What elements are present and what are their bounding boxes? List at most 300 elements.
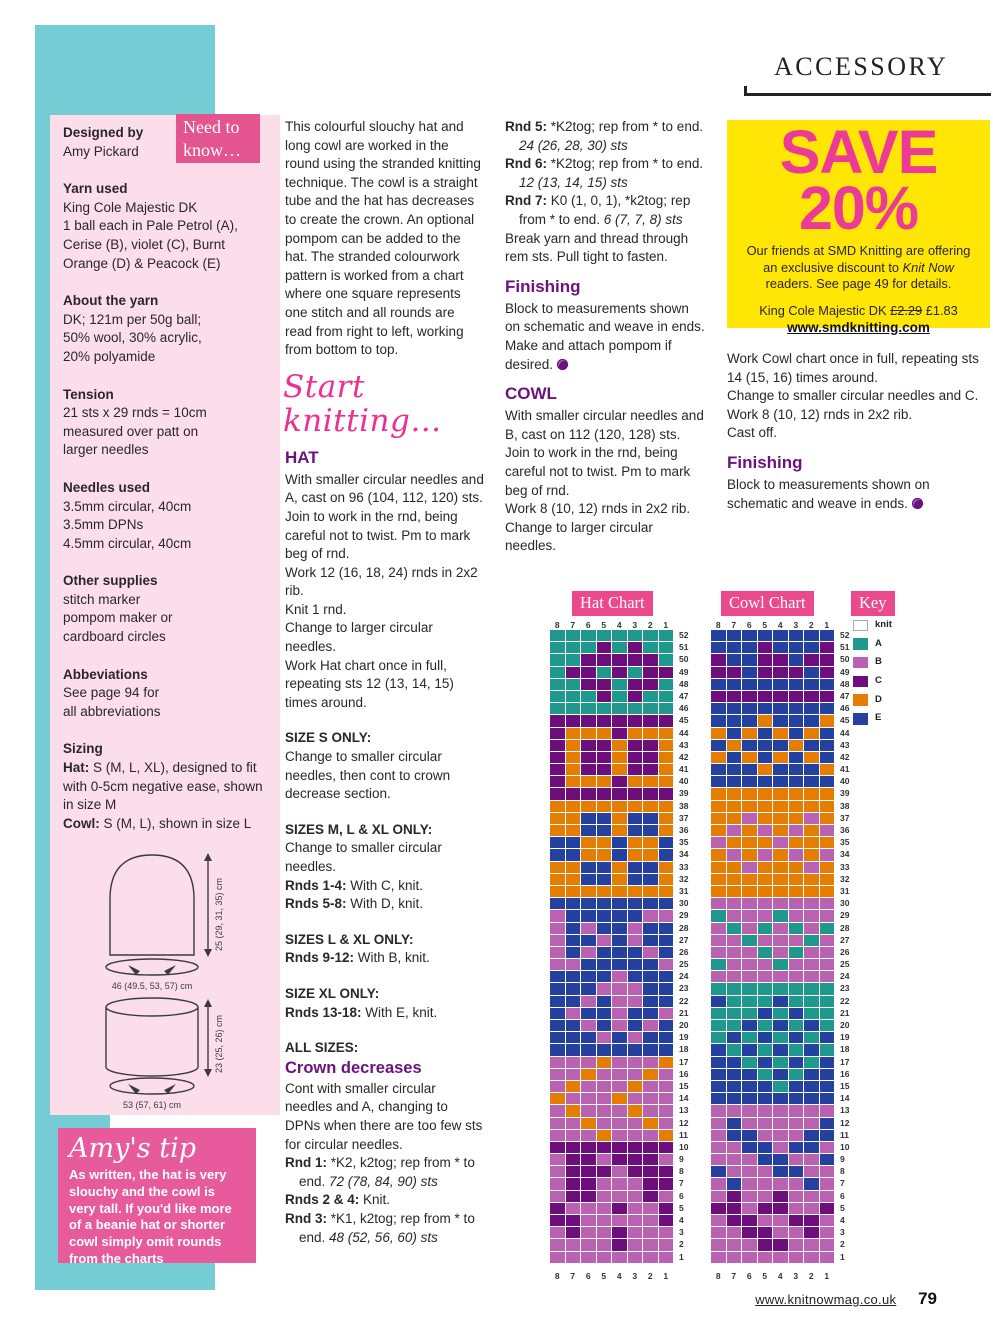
chart-column-number: 7 (731, 1271, 737, 1281)
chart-cell-E (581, 1032, 596, 1043)
chart-cell-B (789, 1178, 804, 1189)
chart-cell-A (628, 630, 643, 641)
sidebar-section-heading: Yarn used (63, 181, 128, 197)
chart-row-number: 6 (679, 1190, 684, 1201)
chart-cell-C (612, 728, 627, 739)
chart-cell-D (643, 886, 658, 897)
chart-cell-C (612, 1142, 627, 1153)
chart-cell-E (597, 813, 612, 824)
tip-heading: Amy's tip (69, 1133, 196, 1164)
chart-cell-E (711, 1081, 726, 1092)
header-rule (744, 93, 991, 96)
chart-cell-C (581, 740, 596, 751)
chart-cell-E (659, 983, 674, 994)
chart-column-number: 3 (632, 620, 638, 630)
chart-cell-A (742, 935, 757, 946)
chart-cell-C (643, 1142, 658, 1153)
chart-row-number: 29 (840, 910, 850, 921)
chart-cell-B (773, 1105, 788, 1116)
chart-row-number: 38 (840, 800, 850, 811)
sidebar-section-line: larger needles (63, 442, 149, 458)
chart-cell-A (727, 923, 742, 934)
chart-cell-C (597, 679, 612, 690)
chart-cell-A (566, 691, 581, 702)
chart-cell-E (773, 642, 788, 653)
chart-cell-C (773, 691, 788, 702)
chart-cell-E (727, 642, 742, 653)
chart-cell-B (804, 947, 819, 958)
chart-cell-E (742, 764, 757, 775)
instruction-line (285, 657, 484, 713)
chart-cell-A (727, 996, 742, 1007)
chart-cell-B (742, 813, 757, 824)
chart-row-number: 18 (840, 1044, 850, 1055)
chart-row-number: 26 (679, 946, 689, 957)
chart-cell-D (628, 776, 643, 787)
text-run: 72 (78, 84, 90) sts (329, 1173, 438, 1189)
chart-row-number: 34 (679, 849, 689, 860)
chart-row-number: 48 (840, 678, 850, 689)
chart-cell-A (773, 983, 788, 994)
chart-cell-E (597, 996, 612, 1007)
chart-row-number: 5 (679, 1202, 684, 1213)
chart-cell-B (581, 1020, 596, 1031)
chart-cell-D (789, 874, 804, 885)
chart-cell-C (789, 691, 804, 702)
subhead-text: ALL SIZES: (285, 1040, 359, 1056)
chart-cell-A (742, 1032, 757, 1043)
chart-cell-B (727, 959, 742, 970)
chart-cell-D (550, 813, 565, 824)
chart-cell-D (612, 886, 627, 897)
chart-cell-E (789, 679, 804, 690)
chart-row-number: 32 (679, 873, 689, 884)
chart-row-number: 8 (679, 1166, 684, 1177)
sidebar-section-line: cardboard circles (63, 629, 166, 645)
chart-cell-A (659, 654, 674, 665)
need-to-know-tag: Need to know… (176, 114, 260, 163)
chart-cell-E (643, 935, 658, 946)
chart-cell-B (727, 1239, 742, 1250)
chart-cell-A (727, 1044, 742, 1055)
chart-cell-D (727, 886, 742, 897)
chart-cell-B (581, 996, 596, 1007)
chart-cell-E (711, 715, 726, 726)
chart-cell-D (581, 801, 596, 812)
chart-cell-E (820, 630, 835, 641)
chart-cell-B (742, 1239, 757, 1250)
chart-cell-C (742, 691, 757, 702)
chart-cell-B (597, 1118, 612, 1129)
instruction-line (727, 350, 990, 387)
chart-cell-B (727, 1105, 742, 1116)
chart-cell-C (597, 788, 612, 799)
chart-cell-C (773, 654, 788, 665)
instruction-lines (285, 839, 484, 913)
key-entry (853, 709, 892, 728)
chart-cell-E (758, 1057, 773, 1068)
chart-row-number: 28 (840, 922, 850, 933)
chart-row-number: 15 (840, 1080, 850, 1091)
chart-cell-B (612, 971, 627, 982)
chart-cell-E (789, 642, 804, 653)
chart-cell-C (758, 1239, 773, 1250)
chart-cell-A (727, 1020, 742, 1031)
key-swatch-B (853, 657, 868, 669)
instruction-line (285, 1210, 484, 1247)
chart-cell-E (581, 874, 596, 885)
chart-cell-E (789, 1081, 804, 1092)
chart-cell-E (727, 764, 742, 775)
chart-cell-B (711, 1252, 726, 1263)
chart-cell-C (581, 1191, 596, 1202)
chart-cell-D (820, 874, 835, 885)
chart-cell-E (789, 654, 804, 665)
sidebar-section-heading: Abbeviations (63, 666, 148, 682)
chart-cell-C (628, 1166, 643, 1177)
chart-cell-D (550, 862, 565, 873)
chart-key (853, 616, 892, 728)
chart-cell-D (643, 837, 658, 848)
chart-cell-B (581, 1081, 596, 1092)
chart-cell-B (789, 1154, 804, 1165)
chart-row-number: 44 (840, 727, 850, 738)
chart-cell-C (581, 1154, 596, 1165)
instruction-line (505, 230, 706, 267)
chart-cell-B (628, 1227, 643, 1238)
chart-cell-C (659, 1178, 674, 1189)
text-run: *K2, k2tog; rep from * to end. (299, 1155, 475, 1189)
chart-cell-B (804, 971, 819, 982)
chart-cell-B (643, 1093, 658, 1104)
chart-row-number: 37 (679, 812, 689, 823)
chart-column-number: 6 (585, 620, 591, 630)
text-run: Cowl: (63, 815, 104, 831)
chart-cell-B (804, 1105, 819, 1116)
instruction-line (727, 387, 990, 406)
text-run: Work Cowl chart once in full, repeating sts 14 (15, 16) times around. (727, 351, 979, 385)
chart-cell-B (711, 1142, 726, 1153)
instruction-lines (727, 350, 990, 443)
chart-cell-B (597, 1227, 612, 1238)
chart-cell-D (566, 1081, 581, 1092)
chart-cell-E (773, 776, 788, 787)
chart-column-number: 1 (663, 1271, 669, 1281)
chart-cell-B (820, 1252, 835, 1263)
chart-cell-E (742, 667, 757, 678)
text-run: *K1, k2tog; rep from * to end. (299, 1210, 475, 1245)
chart-cell-C (628, 642, 643, 653)
text-run: Cast off. (727, 425, 778, 441)
chart-cell-C (643, 654, 658, 665)
chart-cell-B (628, 1069, 643, 1080)
chart-cell-E (820, 1130, 835, 1141)
chart-cell-E (566, 935, 581, 946)
chart-row-number: 23 (840, 983, 850, 994)
chart-cell-D (612, 740, 627, 751)
chart-cell-C (628, 1142, 643, 1153)
chart-cell-C (643, 1178, 658, 1189)
chart-cell-E (727, 1057, 742, 1068)
text-run: Knit 1 rnd. (285, 601, 347, 617)
instruction-lines (505, 407, 706, 556)
chart-cell-B (711, 971, 726, 982)
chart-cell-E (643, 862, 658, 873)
chart-cell-E (804, 630, 819, 641)
chart-cell-B (789, 1118, 804, 1129)
instruction-line (285, 1154, 484, 1191)
chart-column-number: 2 (647, 1271, 653, 1281)
chart-cell-E (612, 1032, 627, 1043)
chart-cell-D (643, 728, 658, 739)
chart-cell-C (550, 740, 565, 751)
chart-cell-C (597, 642, 612, 653)
chart-row-number: 51 (679, 642, 689, 653)
chart-cell-E (820, 740, 835, 751)
chart-cell-D (804, 752, 819, 763)
chart-cell-E (711, 776, 726, 787)
chart-cell-E (804, 1093, 819, 1104)
chart-cell-E (628, 947, 643, 958)
key-swatch-label: B (875, 656, 882, 668)
chart-cell-B (628, 1032, 643, 1043)
chart-cell-E (820, 1032, 835, 1043)
cowl-chart-column-numbers-bottom (711, 1267, 834, 1286)
chart-cell-A (742, 1057, 757, 1068)
text-run: Change to larger circular needles. (285, 620, 433, 655)
chart-cell-A (820, 923, 835, 934)
schematic-diagram (100, 851, 280, 1113)
chart-cell-D (612, 1093, 627, 1104)
text-run: Rnd 3: (285, 1210, 327, 1226)
chart-cell-E (566, 1044, 581, 1055)
chart-cell-E (628, 862, 643, 873)
chart-cell-B (659, 910, 674, 921)
sidebar-section (63, 666, 268, 722)
chart-cell-E (566, 849, 581, 860)
save-20-promo-box (727, 118, 990, 335)
chart-cell-E (804, 1178, 819, 1189)
chart-cell-B (742, 910, 757, 921)
chart-cell-D (773, 752, 788, 763)
chart-cell-D (550, 874, 565, 885)
chart-cell-E (659, 971, 674, 982)
chart-cell-A (758, 1044, 773, 1055)
chart-cell-D (581, 776, 596, 787)
chart-cell-E (727, 715, 742, 726)
designed-by-label: Designed by (63, 125, 144, 140)
chart-cell-D (820, 715, 835, 726)
chart-row-number: 16 (679, 1068, 689, 1079)
sidebar-section-line: pompom maker or (63, 610, 173, 626)
chart-row-number: 32 (840, 873, 850, 884)
chart-row-number: 30 (840, 898, 850, 909)
chart-cell-D (581, 728, 596, 739)
chart-cell-D (758, 813, 773, 824)
chart-cell-B (550, 1239, 565, 1250)
chart-cell-B (612, 1166, 627, 1177)
chart-cell-D (804, 825, 819, 836)
chart-cell-A (659, 679, 674, 690)
text-run: Rnds 9-12: (285, 950, 355, 966)
chart-cell-A (550, 654, 565, 665)
chart-cell-E (628, 910, 643, 921)
chart-cell-B (804, 1252, 819, 1263)
chart-cell-E (742, 1130, 757, 1141)
chart-cell-D (727, 788, 742, 799)
chart-cell-E (628, 959, 643, 970)
text-run: 6 (7, 7, 8) sts (603, 211, 683, 227)
chart-row-number: 1 (679, 1251, 684, 1262)
chart-cell-C (581, 1178, 596, 1189)
chart-cell-A (612, 630, 627, 641)
chart-cell-C (820, 654, 835, 665)
chart-cell-E (773, 703, 788, 714)
chart-cell-B (628, 996, 643, 1007)
chart-cell-E (742, 1093, 757, 1104)
chart-cell-C (758, 1227, 773, 1238)
chart-cell-B (612, 1081, 627, 1092)
chart-cell-B (643, 1020, 658, 1031)
chart-cell-D (643, 1118, 658, 1129)
chart-column-number: 5 (601, 1271, 607, 1281)
chart-row-number: 7 (840, 1178, 845, 1189)
chart-cell-D (742, 801, 757, 812)
chart-cell-E (643, 923, 658, 934)
chart-cell-E (727, 1032, 742, 1043)
chart-row-number: 16 (840, 1068, 850, 1079)
chart-cell-D (597, 849, 612, 860)
chart-cell-C (566, 1154, 581, 1165)
chart-cell-B (581, 947, 596, 958)
chart-cell-E (804, 1142, 819, 1153)
chart-cell-D (727, 837, 742, 848)
chart-cell-C (550, 728, 565, 739)
chart-cell-B (628, 1093, 643, 1104)
chart-cell-B (597, 1032, 612, 1043)
chart-cell-E (628, 874, 643, 885)
chart-row-number: 25 (840, 959, 850, 970)
chart-cell-D (773, 862, 788, 873)
text-run: 24 (26, 28, 30) sts (519, 137, 628, 153)
chart-cell-A (711, 1020, 726, 1031)
chart-cell-B (742, 923, 757, 934)
chart-cell-C (581, 667, 596, 678)
chart-row-number: 49 (679, 666, 689, 677)
instruction-line (285, 895, 484, 914)
chart-cell-D (659, 740, 674, 751)
chart-row-number: 41 (679, 764, 689, 775)
chart-cell-B (711, 1154, 726, 1165)
chart-cell-B (628, 1057, 643, 1068)
chart-cell-C (612, 667, 627, 678)
text-run: With B, knit. (354, 950, 430, 966)
chart-cell-A (628, 703, 643, 714)
chart-cell-E (550, 898, 565, 909)
chart-cell-B (550, 1105, 565, 1116)
chart-cell-B (758, 825, 773, 836)
page-footer (755, 1290, 937, 1310)
chart-cell-E (566, 996, 581, 1007)
chart-cell-B (727, 971, 742, 982)
chart-cell-B (804, 813, 819, 824)
chart-cell-D (711, 862, 726, 873)
chart-cell-B (804, 1118, 819, 1129)
chart-cell-B (789, 849, 804, 860)
chart-cell-B (773, 837, 788, 848)
promo-link[interactable]: www.smdknitting.com (787, 319, 930, 335)
chart-cell-D (566, 801, 581, 812)
chart-cell-E (804, 703, 819, 714)
chart-cell-E (789, 764, 804, 775)
chart-cell-B (742, 898, 757, 909)
chart-cell-C (659, 1166, 674, 1177)
footer-url[interactable]: www.knitnowmag.co.uk (755, 1292, 897, 1307)
text-run: Cont with smaller circular needles and A, changing to DPNs when there are too few sts for circular needles. (285, 1080, 483, 1152)
instruction-line (285, 1080, 484, 1154)
chart-cell-B (597, 1252, 612, 1263)
chart-cell-D (727, 874, 742, 885)
chart-cell-B (711, 1227, 726, 1238)
chart-cell-A (550, 630, 565, 641)
chart-cell-A (789, 1044, 804, 1055)
chart-cell-B (758, 1252, 773, 1263)
chart-cell-B (804, 1154, 819, 1165)
instruction-lines (727, 476, 990, 513)
chart-cell-D (789, 837, 804, 848)
chart-cell-E (789, 1057, 804, 1068)
chart-cell-E (820, 679, 835, 690)
instruction-line (727, 476, 990, 513)
chart-cell-B (597, 1203, 612, 1214)
chart-cell-D (773, 728, 788, 739)
chart-cell-E (643, 1032, 658, 1043)
chart-cell-E (612, 849, 627, 860)
chart-cell-B (789, 1203, 804, 1214)
chart-cell-B (628, 983, 643, 994)
chart-cell-A (581, 642, 596, 653)
chart-cell-D (820, 788, 835, 799)
chart-cell-B (727, 1227, 742, 1238)
yarn-ball-icon (912, 498, 923, 509)
chart-cell-E (597, 923, 612, 934)
chart-cell-D (789, 886, 804, 897)
chart-cell-C (550, 1215, 565, 1226)
chart-cell-B (597, 1191, 612, 1202)
chart-cell-B (628, 1118, 643, 1129)
chart-row-number: 48 (679, 678, 689, 689)
chart-cell-C (659, 788, 674, 799)
chart-cell-D (628, 837, 643, 848)
chart-cell-E (742, 740, 757, 751)
chart-cell-C (566, 1178, 581, 1189)
page-section-title: ACCESSORY (774, 52, 949, 81)
chart-cell-E (727, 654, 742, 665)
chart-cell-A (550, 679, 565, 690)
chart-cell-C (550, 764, 565, 775)
chart-cell-D (742, 788, 757, 799)
chart-cell-B (773, 1227, 788, 1238)
instruction-line (285, 1191, 484, 1210)
chart-cell-E (581, 935, 596, 946)
chart-cell-B (773, 1118, 788, 1129)
key-entry (853, 653, 892, 672)
chart-cell-B (581, 1057, 596, 1068)
instruction-line (505, 500, 706, 519)
chart-row-number: 26 (840, 946, 850, 957)
arrowhead (204, 853, 212, 861)
chart-cell-E (628, 1008, 643, 1019)
